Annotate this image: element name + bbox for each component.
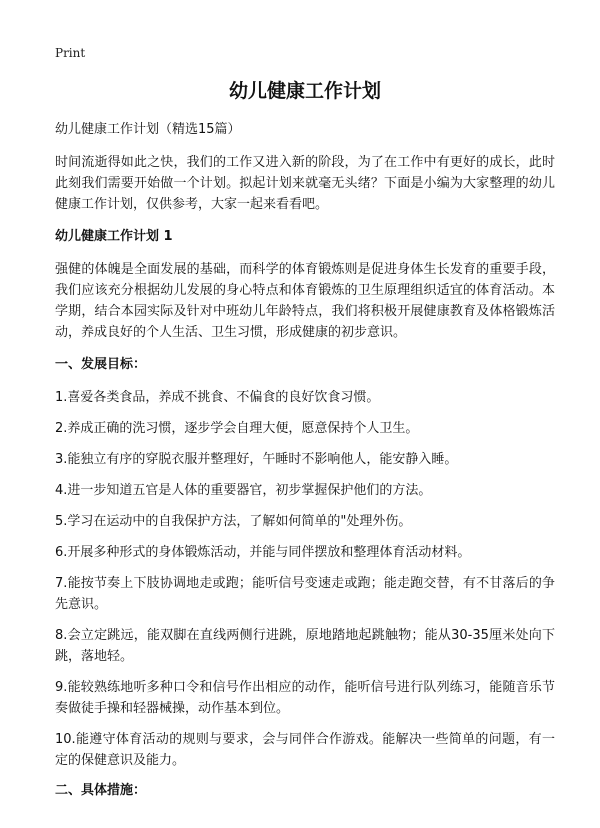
section-2-heading: 二、具体措施： — [55, 783, 147, 798]
section-1-heading: 一、发展目标： — [55, 357, 147, 372]
goal-item: 2.养成正确的洗习惯，逐步学会自理大便，愿意保持个人卫生。 — [55, 421, 419, 436]
document-body — [55, 78, 555, 813]
goal-item: 7.能按节奏上下肢协调地走或跑；能听信号变速走或跑；能走跑交替，有不甘落后的争先意识。 — [55, 576, 555, 612]
page-title: 幼儿健康工作计划 — [228, 80, 381, 102]
goal-item: 6.开展多种形式的身体锻炼活动，并能与同伴摆放和整理体育活动材料。 — [55, 545, 471, 560]
print-link[interactable]: Print — [55, 46, 86, 60]
goal-item: 3.能独立有序的穿脱衣服并整理好，午睡时不影响他人，能安静入睡。 — [55, 452, 458, 467]
goal-item: 1.喜爱各类食品，养成不挑食、不偏食的良好饮食习惯。 — [55, 390, 380, 405]
goal-item: 4.进一步知道五官是人体的重要器官，初步掌握保护他们的方法。 — [55, 483, 432, 498]
goal-item: 10.能遵守体育活动的规则与要求，会与同伴合作游戏。能解决一些简单的问题，有一定的保健意识及能力。 — [55, 732, 555, 768]
subtitle: 幼儿健康工作计划（精选15篇） — [55, 122, 241, 137]
goal-item: 5.学习在运动中的自我保护方法，了解如何简单的"处理外伤。 — [55, 514, 412, 529]
plan-1-intro-paragraph: 强健的体魄是全面发展的基础，而科学的体育锻炼则是促进身体生长发育的重要手段，我们应该充分根据幼儿发展的身心特点和体育锻炼的卫生原理组织适宜的体育活动。本学期，结合本园实际及针对中班幼儿年龄特点，我们将积极开展健康教育及体格锻炼活动，养成良好的个人生活、卫生习惯，形成健康的初步意识。 — [55, 262, 555, 340]
plan-1-heading: 幼儿健康工作计划 1 — [55, 229, 173, 244]
goal-item: 9.能较熟练地听多种口令和信号作出相应的动作，能听信号进行队列练习，能随音乐节奏做徒手操和轻器械操，动作基本到位。 — [55, 680, 555, 716]
intro-paragraph: 时间流逝得如此之快，我们的工作又进入新的阶段，为了在工作中有更好的成长，此时此刻我们需要开始做一个计划。拟起计划来就毫无头绪？下面是小编为大家整理的幼儿健康工作计划，仅供参考，大家一起来看看吧。 — [55, 155, 555, 212]
goal-item: 8.会立定跳远，能双脚在直线两侧行进跳，原地踏地起跳触物；能从30-35厘米处向下跳，落地轻。 — [55, 628, 555, 664]
